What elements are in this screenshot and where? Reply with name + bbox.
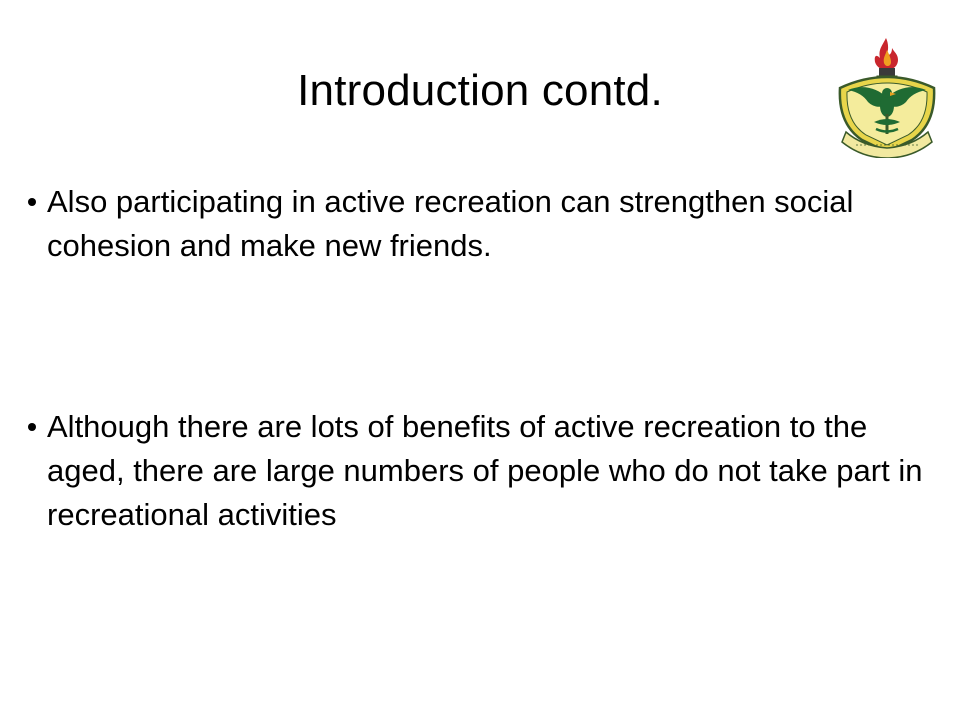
bullet-list [28, 180, 938, 537]
slide-title: Introduction contd. [297, 66, 663, 115]
bullet-item [28, 405, 938, 537]
bullet-dot-icon [28, 423, 36, 431]
bullet-item [28, 180, 938, 268]
bullet-dot-icon [28, 198, 36, 206]
university-crest-icon [832, 36, 942, 158]
bullet-text: Also participating in active recreation can strengthen social cohesion and make new friends. [47, 184, 854, 263]
bullet-text: Although there are lots of benefits of active recreation to the aged, there are large numbers of people who do not take part in recreational activities [47, 409, 923, 532]
